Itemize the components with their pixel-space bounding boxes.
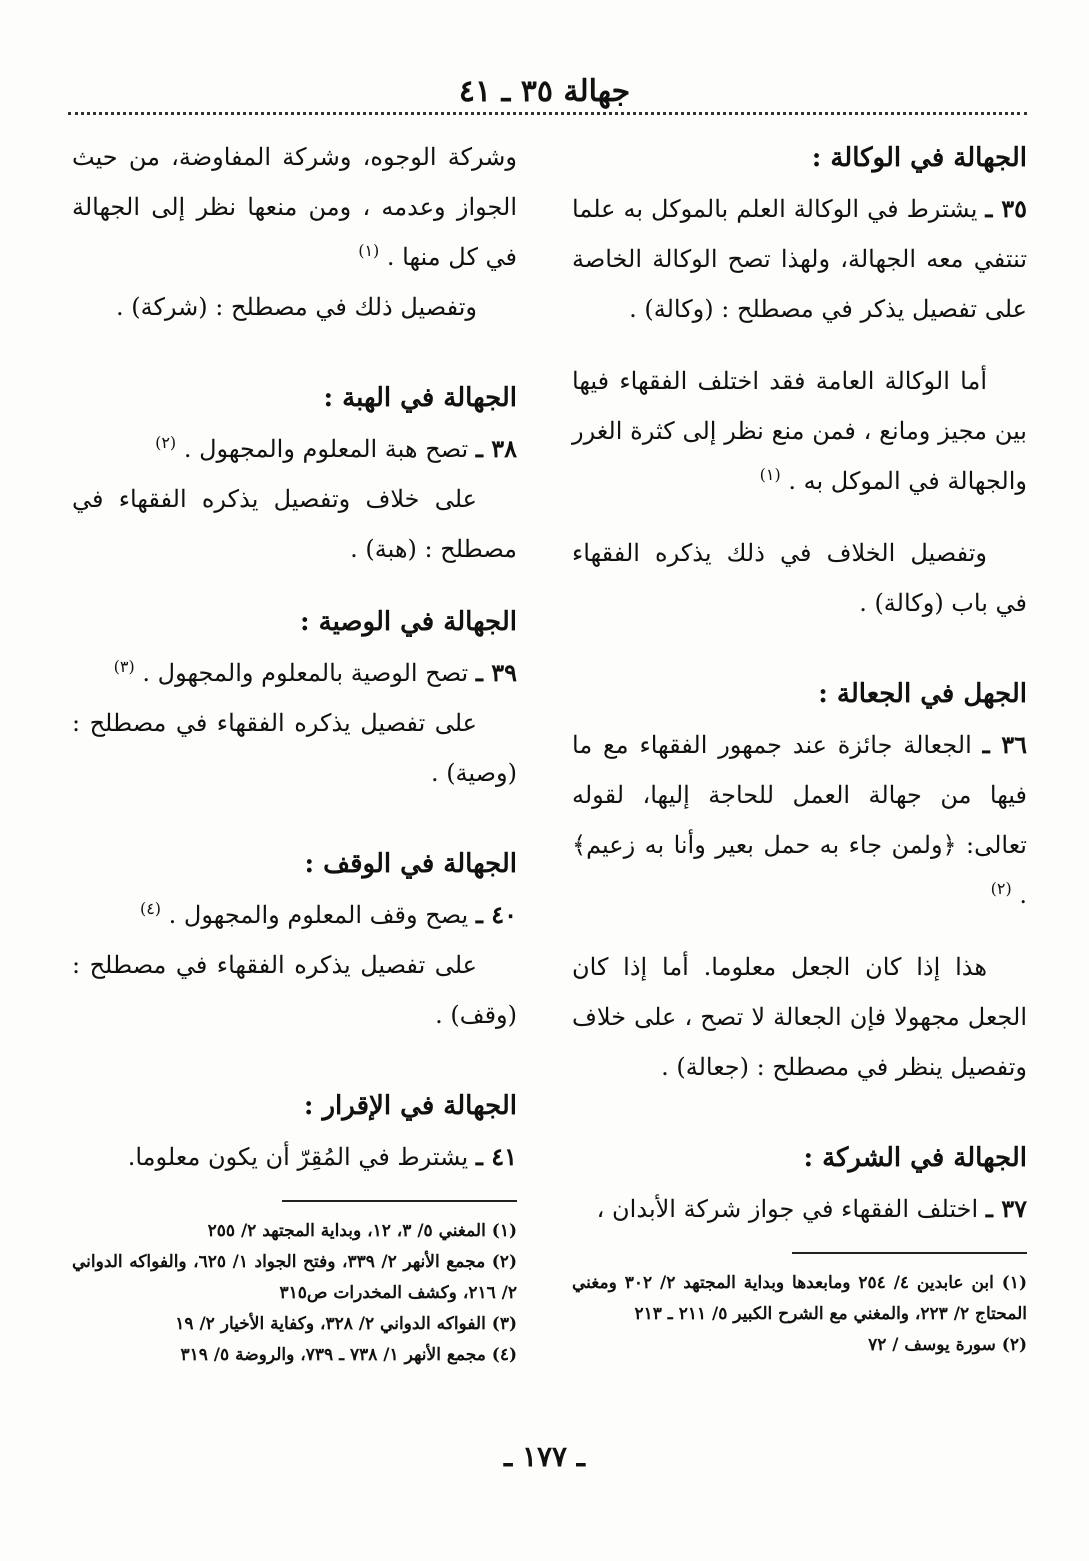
paragraph-waqf-detail: على تفصيل يذكره الفقهاء في مصطلح : (وقف) . — [72, 951, 517, 1029]
footnote-text: المغني ٥/ ٣، ١٢، وبداية المجتهد ٢/ ٢٥٥ — [207, 1221, 486, 1241]
page-header-title: جهالة ٣٥ ـ ٤١ — [458, 74, 631, 109]
footnote-item — [72, 1247, 517, 1309]
heading-hiba: الجهالة في الهبة : — [323, 383, 517, 413]
footnote-item — [72, 1309, 517, 1340]
page-number: ـ ١٧٧ ـ — [503, 1440, 586, 1473]
section-number-40: ٤٠ ـ — [475, 900, 517, 929]
right-column — [572, 132, 1027, 1361]
paragraph-37 — [572, 1184, 1027, 1234]
paragraph-agency-detail: وتفصيل الخلاف في ذلك يذكره الفقهاء في باب (وكالة) . — [572, 539, 1027, 617]
paragraph-hiba-detail: على خلاف وتفصيل يذكره الفقهاء في مصطلح : (هبة) . — [72, 485, 517, 563]
paragraph-41 — [72, 1132, 517, 1182]
section-number-38: ٣٨ ـ — [475, 434, 517, 463]
section-number-35: ٣٥ ـ — [985, 194, 1027, 223]
footnote-mark: (٢) — [491, 1252, 517, 1272]
footnote-ref-2: (٢) — [155, 433, 177, 452]
heading-wakala: الجهالة في الوكالة : — [811, 143, 1027, 173]
footnote-item — [572, 1330, 1027, 1361]
paragraph-general-agency — [572, 356, 1027, 506]
paragraph-39 — [72, 648, 517, 698]
paragraph-36 — [572, 720, 1027, 920]
paragraph-40 — [72, 890, 517, 940]
heading-waqf: الجهالة في الوقف : — [304, 849, 517, 879]
paragraph-36-text: الجعالة جائزة عند جمهور الفقهاء مع ما فيها من جهالة العمل للحاجة إليها، لقوله تعالى: ﴿ولمن جاء به حمل بعير وأنا به زعيم﴾ . — [572, 731, 1027, 909]
section-number-37: ٣٧ ـ — [985, 1194, 1027, 1223]
paragraph-40-text: يصح وقف المعلوم والمجهول . — [168, 901, 469, 929]
heading-iqrar: الجهالة في الإقرار : — [303, 1091, 517, 1121]
footnote-divider — [792, 1252, 1027, 1254]
footnote-mark: (٣) — [491, 1314, 517, 1334]
paragraph-38-text: تصح هبة المعلوم والمجهول . — [183, 435, 469, 463]
footnote-ref-1: (١) — [759, 465, 781, 484]
footnotes-right — [572, 1268, 1027, 1361]
paragraph-35-text: يشترط في الوكالة العلم بالموكل به علما تنتفي معه الجهالة، ولهذا تصح الوكالة الخاصة على تفصيل يذكر في مصطلح : (وكالة) . — [572, 195, 1027, 323]
paragraph-38 — [72, 424, 517, 474]
left-column — [72, 132, 517, 1371]
paragraph-general-agency-text: أما الوكالة العامة فقد اختلف الفقهاء فيها بين مجيز ومانع ، فمن منع نظر إلى كثرة الغرر والجهالة في الموكل به . — [572, 367, 1027, 495]
heading-jiala: الجهل في الجعالة : — [818, 679, 1027, 709]
footnotes-left — [72, 1216, 517, 1371]
heading-wasiyya: الجهالة في الوصية : — [300, 607, 517, 637]
paragraph-37-continued — [72, 132, 517, 282]
footnote-mark: (١) — [1001, 1273, 1027, 1293]
footnote-text: الفواكه الدواني ٢/ ٣٢٨، وكفاية الأخيار ٢/ ١٩ — [175, 1314, 486, 1334]
footnote-item — [72, 1216, 517, 1247]
paragraph-wasiyya-detail: على تفصيل يذكره الفقهاء في مصطلح : (وصية) . — [72, 709, 517, 787]
footnote-text: مجمع الأنهر ٢/ ٣٣٩، وفتح الجواد ١/ ٦٢٥، والفواكه الدواني ٢/ ٢١٦، وكشف المخدرات ص٣١٥ — [72, 1252, 517, 1303]
paragraph-jual-known: هذا إذا كان الجعل معلوما. أما إذا كان الجعل مجهولا فإن الجعالة لا تصح ، على خلاف وتفصيل ينظر في مصطلح : (جعالة) . — [572, 953, 1027, 1081]
section-number-41: ٤١ ـ — [475, 1142, 517, 1171]
footnote-ref-2: (٢) — [990, 879, 1012, 898]
footnote-text: ابن عابدين ٤/ ٢٥٤ ومابعدها وبداية المجتهد ٢/ ٣٠٢ ومغني المحتاج ٢/ ٢٢٣، والمغني مع الشرح الكبير ٥/ ٢١١ ـ ٢١٣ — [572, 1273, 1027, 1324]
footnote-mark: (١) — [491, 1221, 517, 1241]
footnote-mark: (٤) — [491, 1345, 517, 1365]
paragraph-41-text: يشترط في المُقِرّ أن يكون معلوما. — [127, 1143, 469, 1171]
footnote-text: مجمع الأنهر ١/ ٧٣٨ ـ ٧٣٩، والروضة ٥/ ٣١٩ — [180, 1345, 486, 1365]
footnote-ref-3: (٣) — [113, 657, 135, 676]
section-number-39: ٣٩ ـ — [475, 658, 517, 687]
paragraph-37-continued-text: وشركة الوجوه، وشركة المفاوضة، من حيث الجواز وعدمه ، ومن منعها نظر إلى الجهالة في كل منها . — [72, 143, 517, 271]
section-number-36: ٣٦ ـ — [982, 730, 1027, 759]
paragraph-sharika-detail: وتفصيل ذلك في مصطلح : (شركة) . — [116, 293, 477, 321]
heading-sharika: الجهالة في الشركة : — [803, 1143, 1027, 1173]
footnote-item — [72, 1340, 517, 1371]
paragraph-39-text: تصح الوصية بالمعلوم والمجهول . — [142, 659, 469, 687]
paragraph-37-text: اختلف الفقهاء في جواز شركة الأبدان ، — [596, 1195, 979, 1223]
footnote-item — [572, 1268, 1027, 1330]
footnote-mark: (٢) — [1001, 1335, 1027, 1355]
header-dotted-rule — [68, 112, 1027, 115]
footnote-text: سورة يوسف / ٧٢ — [868, 1335, 996, 1355]
footnote-ref-1: (١) — [358, 241, 380, 260]
footnote-divider — [282, 1200, 517, 1202]
paragraph-35 — [572, 184, 1027, 334]
footnote-ref-4: (٤) — [139, 899, 162, 918]
